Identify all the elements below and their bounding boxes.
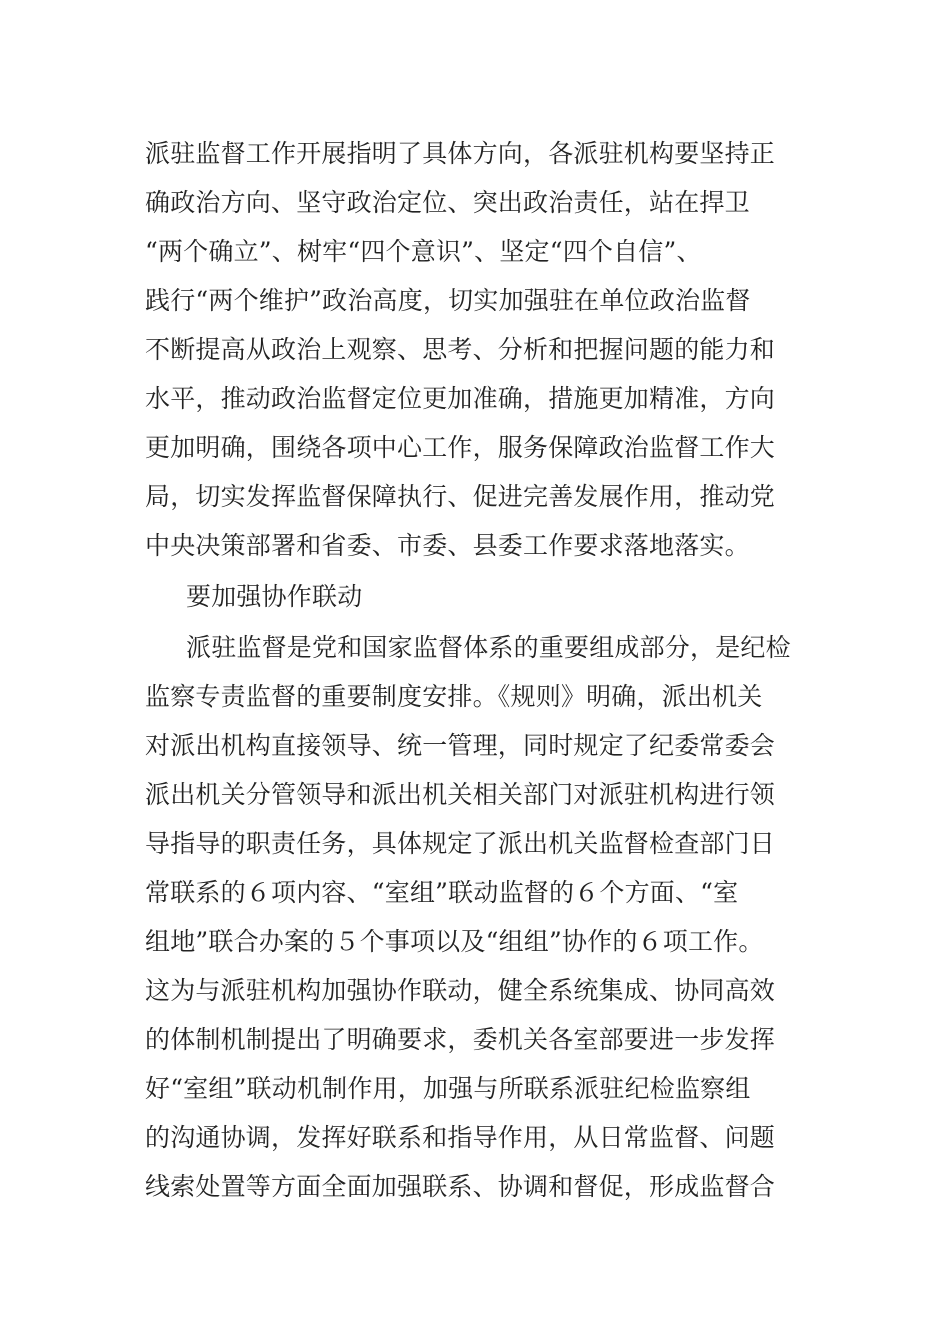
text-line: 这为与派驻机构加强协作联动，健全系统集成、协同高效	[145, 976, 776, 1005]
text-line: 局，切实发挥监督保障执行、促进完善发展作用，推动党	[145, 482, 776, 511]
text-line: 常联系的６项内容、“室组”联动监督的６个方面、“室	[145, 878, 739, 907]
text-line: 派出机关分管领导和派出机关相关部门对派驻机构进行领	[145, 780, 776, 809]
text-line: 对派出机构直接领导、统一管理，同时规定了纪委常委会	[145, 731, 776, 760]
text-line: 中央决策部署和省委、市委、县委工作要求落地落实。	[145, 531, 750, 560]
text-line: 更加明确，围绕各项中心工作，服务保障政治监督工作大	[145, 433, 776, 462]
text-line: 水平，推动政治监督定位更加准确，措施更加精准，方向	[145, 384, 776, 413]
text-line: 好“室组”联动机制作用，加强与所联系派驻纪检监察组	[145, 1074, 751, 1103]
text-line: 确政治方向、坚守政治定位、突出政治责任，站在捍卫	[145, 188, 750, 217]
text-line: 监察专责监督的重要制度安排。《规则》明确，派出机关	[145, 682, 763, 711]
text-line: 的体制机制提出了明确要求，委机关各室部要进一步发挥	[145, 1025, 776, 1054]
text-line: 线索处置等方面全面加强联系、协调和督促，形成监督合	[145, 1172, 776, 1201]
text-line: “两个确立”、树牢“四个意识”、坚定“四个自信”、	[145, 237, 702, 266]
text-line: 组地”联合办案的５个事项以及“组组”协作的６项工作。	[145, 927, 764, 956]
text-line: 派驻监督是党和国家监督体系的重要组成部分，是纪检	[186, 633, 791, 662]
text-line: 派驻监督工作开展指明了具体方向，各派驻机构要坚持正	[145, 139, 776, 168]
text-line: 导指导的职责任务，具体规定了派出机关监督检查部门日	[145, 829, 776, 858]
text-line: 不断提高从政治上观察、思考、分析和把握问题的能力和	[145, 335, 776, 364]
text-line: 的沟通协调，发挥好联系和指导作用，从日常监督、问题	[145, 1123, 776, 1152]
section-heading: 要加强协作联动	[186, 582, 363, 611]
text-line: 践行“两个维护”政治高度，切实加强驻在单位政治监督	[145, 286, 751, 315]
